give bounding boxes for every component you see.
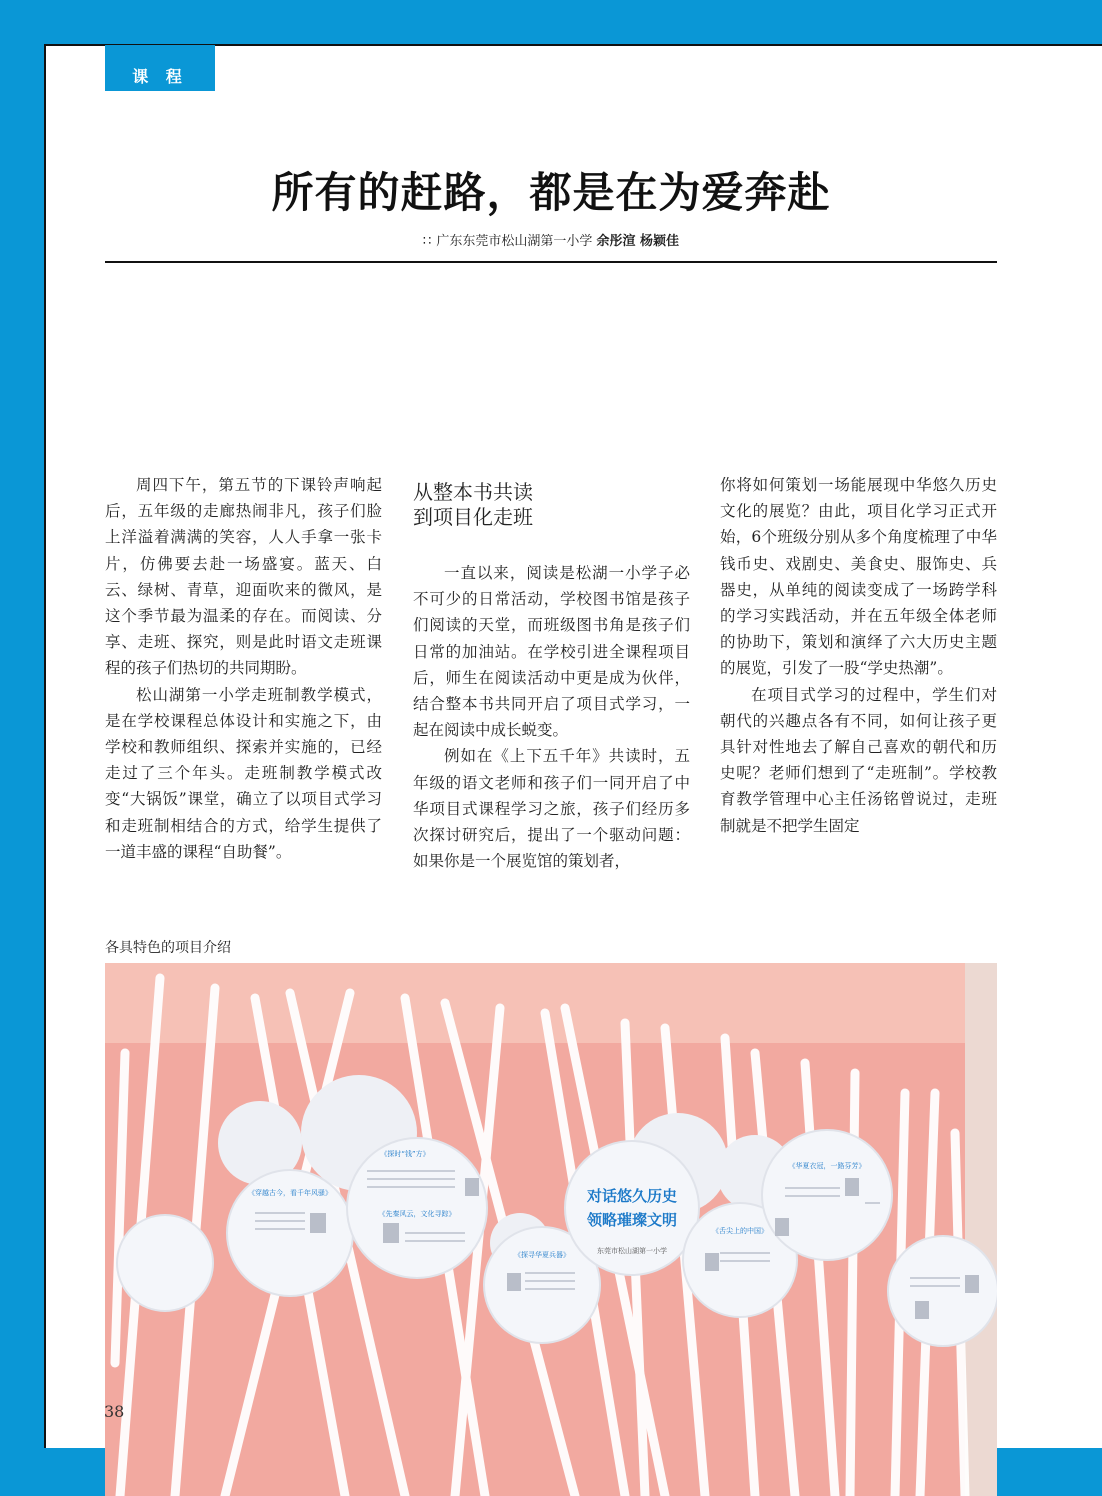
section-tag: 课 程: [105, 45, 215, 91]
paragraph: 你将如何策划一场能展现中华悠久历史文化的展览？由此，项目化学习正式开始，6个班级分别从多个角度梳理了中华钱币史、戏剧史、美食史、服饰史、兵器史，从单纯的阅读变成了一场跨学科的学习实践活动，并在五年级全体老师的协助下，策划和演绎了六大历史主题的展览，引发了一股“学史热潮”。: [720, 476, 997, 678]
text-column-1: [105, 472, 382, 865]
center-title-line2: 领略璀璨文明: [586, 1211, 678, 1229]
left-blue-border: [0, 0, 44, 1496]
section-subheading: [413, 480, 690, 530]
byline-org: 广东东莞市松山湖第一小学: [436, 234, 593, 249]
right-wall-edge: [965, 963, 997, 1496]
poster-title: 《探寻华夏兵器》: [514, 1251, 570, 1259]
poster-title: 《舌尖上的中国》: [712, 1227, 768, 1235]
poster-disc: [117, 1215, 213, 1311]
poster-title: 《探时“钱”方》: [380, 1150, 430, 1158]
exhibit-illustration: [105, 963, 997, 1496]
subheading-line: 从整本书共读: [413, 480, 533, 504]
byline-separator: ∷: [422, 234, 433, 249]
poster-disc: [347, 1138, 487, 1278]
poster-title: 《华夏衣冠，一路芬芳》: [788, 1162, 866, 1170]
text-column-2: [413, 472, 690, 874]
poster-title: 《先秦风云，文化寻踪》: [378, 1210, 456, 1218]
paragraph: 在项目式学习的过程中，学生们对朝代的兴趣点各有不同，如何让孩子更具针对性地去了解自己喜欢的朝代和历史呢？老师们想到了“走班制”。学校教育教学管理中心主任汤铭曾说过，走班制就是不把学生固定: [720, 685, 997, 835]
paragraph: 周四下午，第五节的下课铃声响起后，五年级的走廊热闹非凡，孩子们脸上洋溢着满满的笑容，人人手拿一张卡片，仿佛要去赴一场盛宴。蓝天、白云、绿树、青草，迎面吹来的微风，是这个季节最为温柔的存在。而阅读、分享、走班、探究，则是此时语文走班课程的孩子们热切的共同期盼。: [105, 476, 382, 678]
poster-disc: [888, 1236, 997, 1346]
exhibit-photo: [105, 963, 997, 1496]
page-number: 38: [104, 1402, 125, 1421]
byline: [105, 230, 997, 249]
subheading-line: 到项目化走班: [413, 505, 533, 529]
paragraph: 松山湖第一小学走班制教学模式，是在学校课程总体设计和实施之下，由学校和教师组织、探索并实施的，已经走过了三个年头。走班制教学模式改变“大锅饭”课堂，确立了以项目式学习和走班制相结合的方式，给学生提供了一道丰盛的课程“自助餐”。: [105, 685, 382, 861]
article-title: 所有的赶路，都是在为爱奔赴: [271, 168, 831, 217]
paragraph: 例如在《上下五千年》共读时，五年级的语文老师和孩子们一同开启了中华项目式课程学习之旅，孩子们经历多次探讨研究后，提出了一个驱动问题：如果你是一个展览馆的策划者，: [413, 747, 690, 871]
title-rule: [105, 261, 997, 263]
center-title-line1: 对话悠久历史: [586, 1187, 678, 1205]
text-column-3: [720, 472, 997, 839]
photo-caption: 各具特色的项目介绍: [105, 940, 231, 956]
center-school: 东莞市松山湖第一小学: [597, 1247, 667, 1255]
poster-title: 《穿越古今，看千年风骚》: [248, 1189, 332, 1197]
paragraph: 一直以来，阅读是松湖一小学子必不可少的日常活动，学校图书馆是孩子们阅读的天堂，而班级图书角是孩子们日常的加油站。在学校引进全课程项目后，师生在阅读活动中更是成为伙伴，结合整本书共同开启了项目式学习，一起在阅读中成长蜕变。: [413, 564, 690, 740]
byline-authors: 余彤渲 杨颖佳: [596, 234, 680, 249]
